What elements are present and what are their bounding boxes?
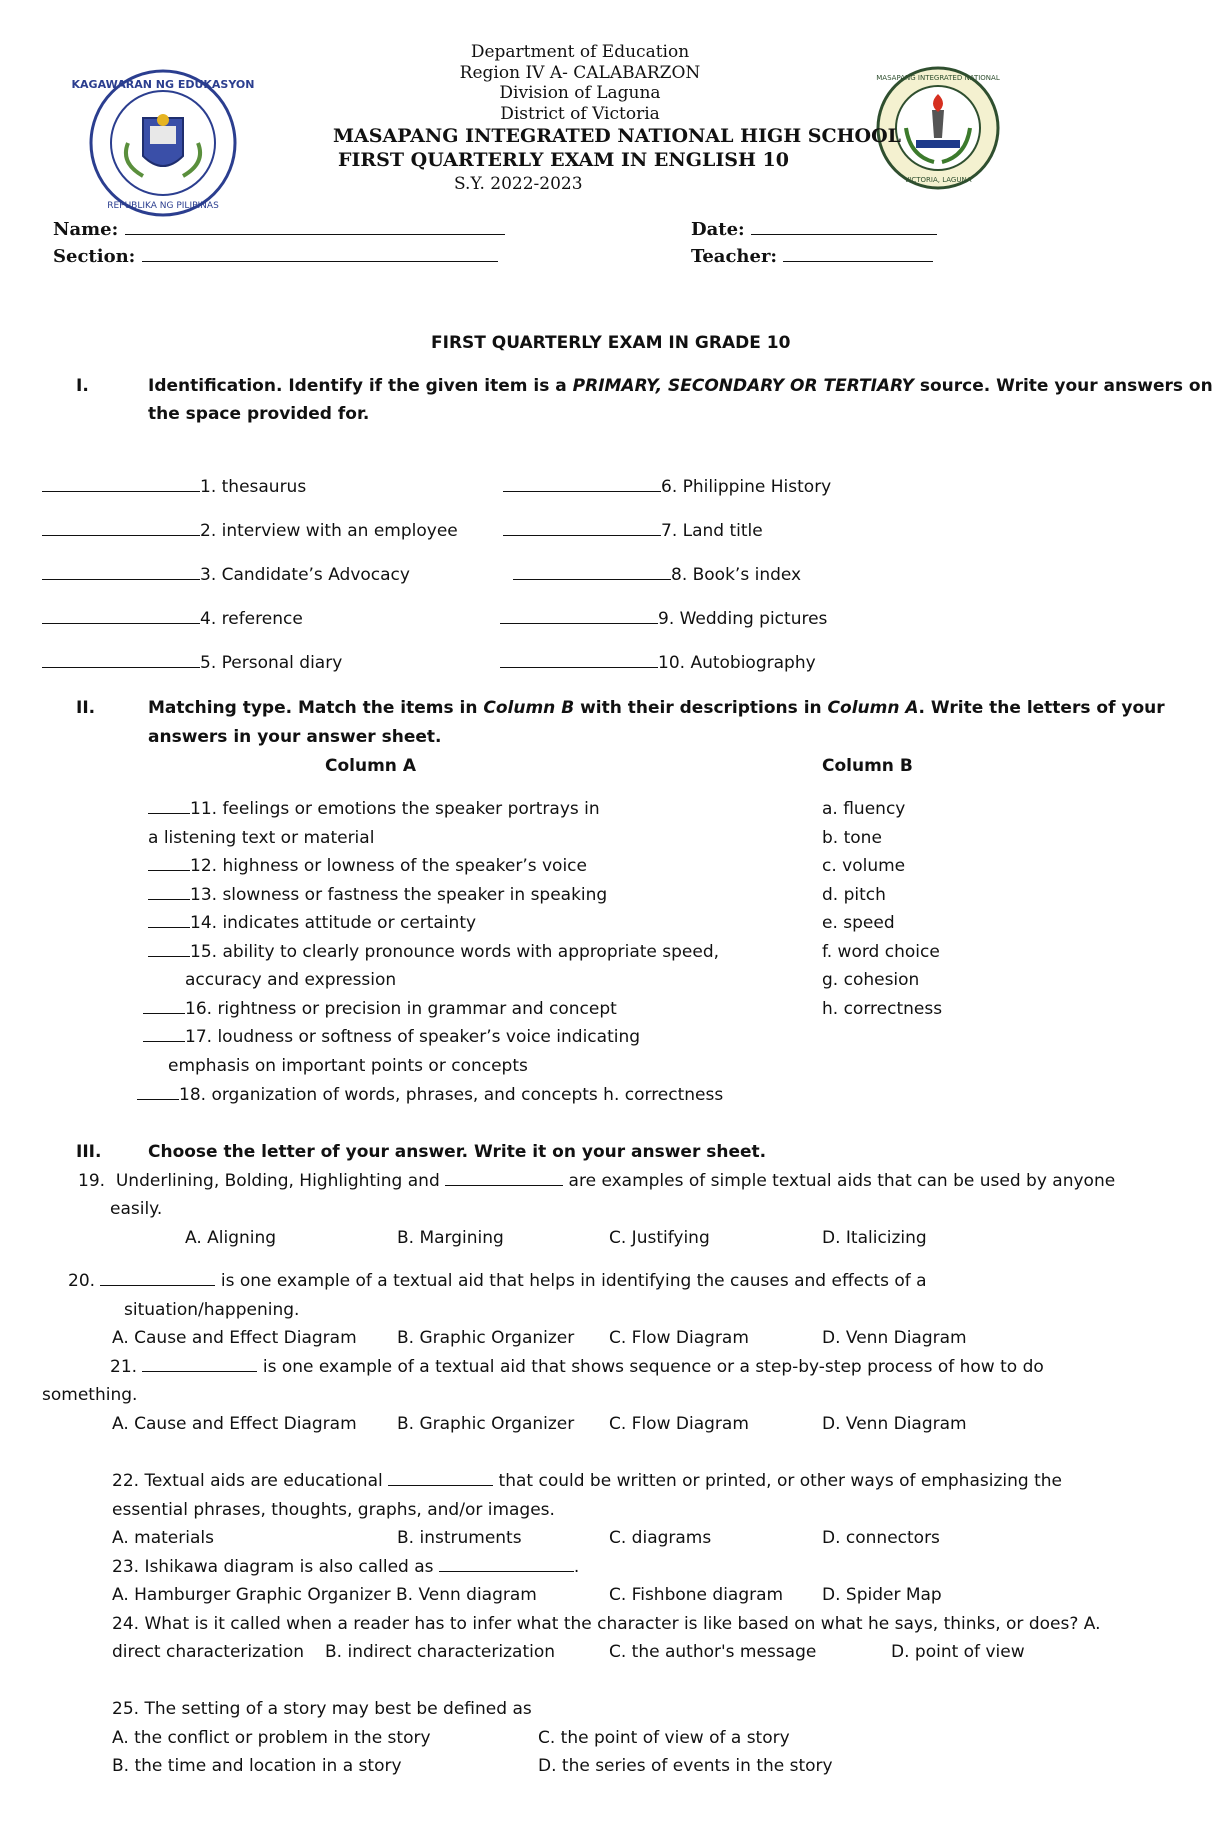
answer-blank[interactable] (137, 1099, 179, 1100)
answer-blank[interactable] (148, 899, 190, 900)
id-item-9: 9. Wedding pictures (500, 609, 827, 629)
question-22-cont: essential phrases, thoughts, graphs, and/or images. (112, 1500, 555, 1520)
part1-roman: I. (76, 376, 89, 396)
school-name: MASAPANG INTEGRATED NATIONAL HIGH SCHOOL (333, 125, 902, 147)
q19-option-d[interactable]: D. Italicizing (822, 1228, 927, 1248)
id-item-10: 10. Autobiography (500, 653, 816, 673)
name-field[interactable] (125, 234, 505, 235)
answer-blank[interactable] (148, 956, 190, 957)
question-20-cont: situation/happening. (124, 1300, 300, 1320)
q19-option-a[interactable]: A. Aligning (185, 1228, 277, 1248)
answer-blank[interactable] (143, 1013, 185, 1014)
match-item-17-cont: emphasis on important points or concepts (168, 1056, 528, 1076)
match-item-16: 16. rightness or precision in grammar and concept (143, 999, 617, 1019)
q22-option-c[interactable]: C. diagrams (609, 1528, 712, 1548)
q25-option-c[interactable]: C. the point of view of a story (538, 1728, 790, 1748)
match-item-18: 18. organization of words, phrases, and concepts h. correctness (137, 1085, 723, 1105)
match-item-14: 14. indicates attitude or certainty (148, 913, 476, 933)
q22-option-b[interactable]: B. instruments (397, 1528, 522, 1548)
q21-option-a[interactable]: A. Cause and Effect Diagram (112, 1414, 357, 1434)
choice-g: g. cohesion (822, 970, 920, 990)
exam-heading: FIRST QUARTERLY EXAM IN GRADE 10 (431, 333, 791, 353)
question-22: 22. Textual aids are educational that could be written or printed, or other ways of emphasizing the (112, 1471, 1062, 1491)
q22-option-d[interactable]: D. connectors (822, 1528, 940, 1548)
district-name: District of Victoria (500, 104, 660, 124)
choice-a: a. fluency (822, 799, 906, 819)
part3-instructions: Choose the letter of your answer. Write it on your answer sheet. (148, 1142, 767, 1162)
q23-option-c[interactable]: C. Fishbone diagram (609, 1585, 784, 1605)
question-19: 19. Underlining, Bolding, Highlighting and are examples of simple textual aids that can be used by anyone (78, 1171, 1116, 1191)
match-item-17: 17. loudness or softness of speaker’s voice indicating (143, 1027, 640, 1047)
answer-blank[interactable] (445, 1185, 563, 1186)
q21-option-b[interactable]: B. Graphic Organizer (397, 1414, 575, 1434)
q24-option-d[interactable]: D. point of view (891, 1642, 1025, 1662)
q20-option-c[interactable]: C. Flow Diagram (609, 1328, 749, 1348)
match-item-15-cont: accuracy and expression (185, 970, 397, 990)
answer-blank[interactable] (42, 535, 200, 536)
match-item-15: 15. ability to clearly pronounce words with appropriate speed, (148, 942, 719, 962)
svg-text:MASAPANG INTEGRATED NATIONAL: MASAPANG INTEGRATED NATIONAL (876, 74, 1000, 82)
answer-blank[interactable] (143, 1041, 185, 1042)
id-item-2: 2. interview with an employee (42, 521, 458, 541)
q24-option-a[interactable]: direct characterization (112, 1642, 305, 1662)
question-20: 20. is one example of a textual aid that helps in identifying the causes and effects of a (68, 1271, 927, 1291)
q25-option-b[interactable]: B. the time and location in a story (112, 1756, 402, 1776)
q21-option-d[interactable]: D. Venn Diagram (822, 1414, 967, 1434)
id-item-3: 3. Candidate’s Advocacy (42, 565, 410, 585)
name-label: Name: (53, 219, 505, 240)
q20-option-a[interactable]: A. Cause and Effect Diagram (112, 1328, 357, 1348)
question-24: 24. What is it called when a reader has to infer what the character is like based on what he says, thinks, or does? A. (112, 1614, 1101, 1634)
answer-blank[interactable] (388, 1485, 493, 1486)
question-19-cont: easily. (110, 1199, 163, 1219)
answer-blank[interactable] (500, 667, 658, 668)
q19-option-b[interactable]: B. Margining (397, 1228, 504, 1248)
id-item-8: 8. Book’s index (513, 565, 801, 585)
answer-blank[interactable] (500, 623, 658, 624)
q25-option-d[interactable]: D. the series of events in the story (538, 1756, 833, 1776)
question-21-cont: something. (42, 1385, 138, 1405)
answer-blank[interactable] (148, 927, 190, 928)
answer-blank[interactable] (503, 491, 661, 492)
question-21: 21. is one example of a textual aid that shows sequence or a step-by-step process of how to do (110, 1357, 1044, 1377)
match-item-13: 13. slowness or fastness the speaker in speaking (148, 885, 607, 905)
match-item-11-cont: a listening text or material (148, 828, 375, 848)
question-25: 25. The setting of a story may best be defined as (112, 1699, 532, 1719)
svg-text:REPUBLIKA NG PILIPINAS: REPUBLIKA NG PILIPINAS (107, 201, 219, 211)
q20-option-b[interactable]: B. Graphic Organizer (397, 1328, 575, 1348)
date-field[interactable] (751, 234, 937, 235)
date-label: Date: (691, 219, 937, 240)
region-name: Region IV A- CALABARZON (459, 63, 701, 83)
teacher-field[interactable] (783, 261, 933, 262)
svg-text:VICTORIA, LAGUNA: VICTORIA, LAGUNA (904, 176, 972, 184)
part1-instructions-cont: the space provided for. (148, 404, 370, 424)
match-item-11: 11. feelings or emotions the speaker portrays in (148, 799, 600, 819)
answer-blank[interactable] (42, 491, 200, 492)
q24-option-b[interactable]: B. indirect characterization (325, 1642, 556, 1662)
answer-blank[interactable] (148, 870, 190, 871)
part2-instructions-cont: answers in your answer sheet. (148, 727, 442, 747)
section-label: Section: (53, 246, 498, 267)
answer-blank[interactable] (439, 1571, 574, 1572)
dept-name: Department of Education (470, 42, 690, 62)
q25-option-a[interactable]: A. the conflict or problem in the story (112, 1728, 431, 1748)
school-year: S.Y. 2022-2023 (454, 174, 583, 194)
exam-title: FIRST QUARTERLY EXAM IN ENGLISH 10 (338, 149, 789, 171)
q23-option-ab[interactable]: A. Hamburger Graphic Organizer B. Venn diagram (112, 1585, 537, 1605)
q19-option-c[interactable]: C. Justifying (609, 1228, 710, 1248)
teacher-label: Teacher: (691, 246, 933, 267)
q23-option-d[interactable]: D. Spider Map (822, 1585, 942, 1605)
part1-instructions: Identification. Identify if the given item is a PRIMARY, SECONDARY OR TERTIARY source. Write your answers on (148, 376, 1213, 396)
answer-blank[interactable] (503, 535, 661, 536)
answer-blank[interactable] (42, 623, 200, 624)
id-item-5: 5. Personal diary (42, 653, 342, 673)
choice-c: c. volume (822, 856, 906, 876)
svg-text:KAGAWARAN NG EDUKASYON: KAGAWARAN NG EDUKASYON (71, 78, 255, 91)
part3-roman: III. (76, 1142, 102, 1162)
choice-d: d. pitch (822, 885, 886, 905)
id-item-4: 4. reference (42, 609, 303, 629)
choice-e: e. speed (822, 913, 895, 933)
q21-option-c[interactable]: C. Flow Diagram (609, 1414, 749, 1434)
answer-blank[interactable] (100, 1285, 215, 1286)
match-item-12: 12. highness or lowness of the speaker’s voice (148, 856, 587, 876)
choice-f: f. word choice (822, 942, 940, 962)
id-item-7: 7. Land title (503, 521, 763, 541)
question-23: 23. Ishikawa diagram is also called as . (112, 1557, 580, 1577)
part2-roman: II. (76, 698, 96, 718)
choice-h: h. correctness (822, 999, 943, 1019)
answer-blank[interactable] (148, 813, 190, 814)
answer-blank[interactable] (42, 667, 200, 668)
column-a-heading: Column A (325, 756, 416, 776)
id-item-1: 1. thesaurus (42, 477, 306, 497)
q24-option-c[interactable]: C. the author's message (609, 1642, 817, 1662)
section-field[interactable] (142, 261, 498, 262)
answer-blank[interactable] (142, 1371, 257, 1372)
answer-blank[interactable] (513, 579, 671, 580)
q20-option-d[interactable]: D. Venn Diagram (822, 1328, 967, 1348)
answer-blank[interactable] (42, 579, 200, 580)
division-name: Division of Laguna (499, 83, 661, 103)
q22-option-a[interactable]: A. materials (112, 1528, 214, 1548)
part2-instructions: Matching type. Match the items in Column B with their descriptions in Column A. Write the letters of your (148, 698, 1165, 718)
choice-b: b. tone (822, 828, 882, 848)
column-b-heading: Column B (822, 756, 913, 776)
id-item-6: 6. Philippine History (503, 477, 831, 497)
